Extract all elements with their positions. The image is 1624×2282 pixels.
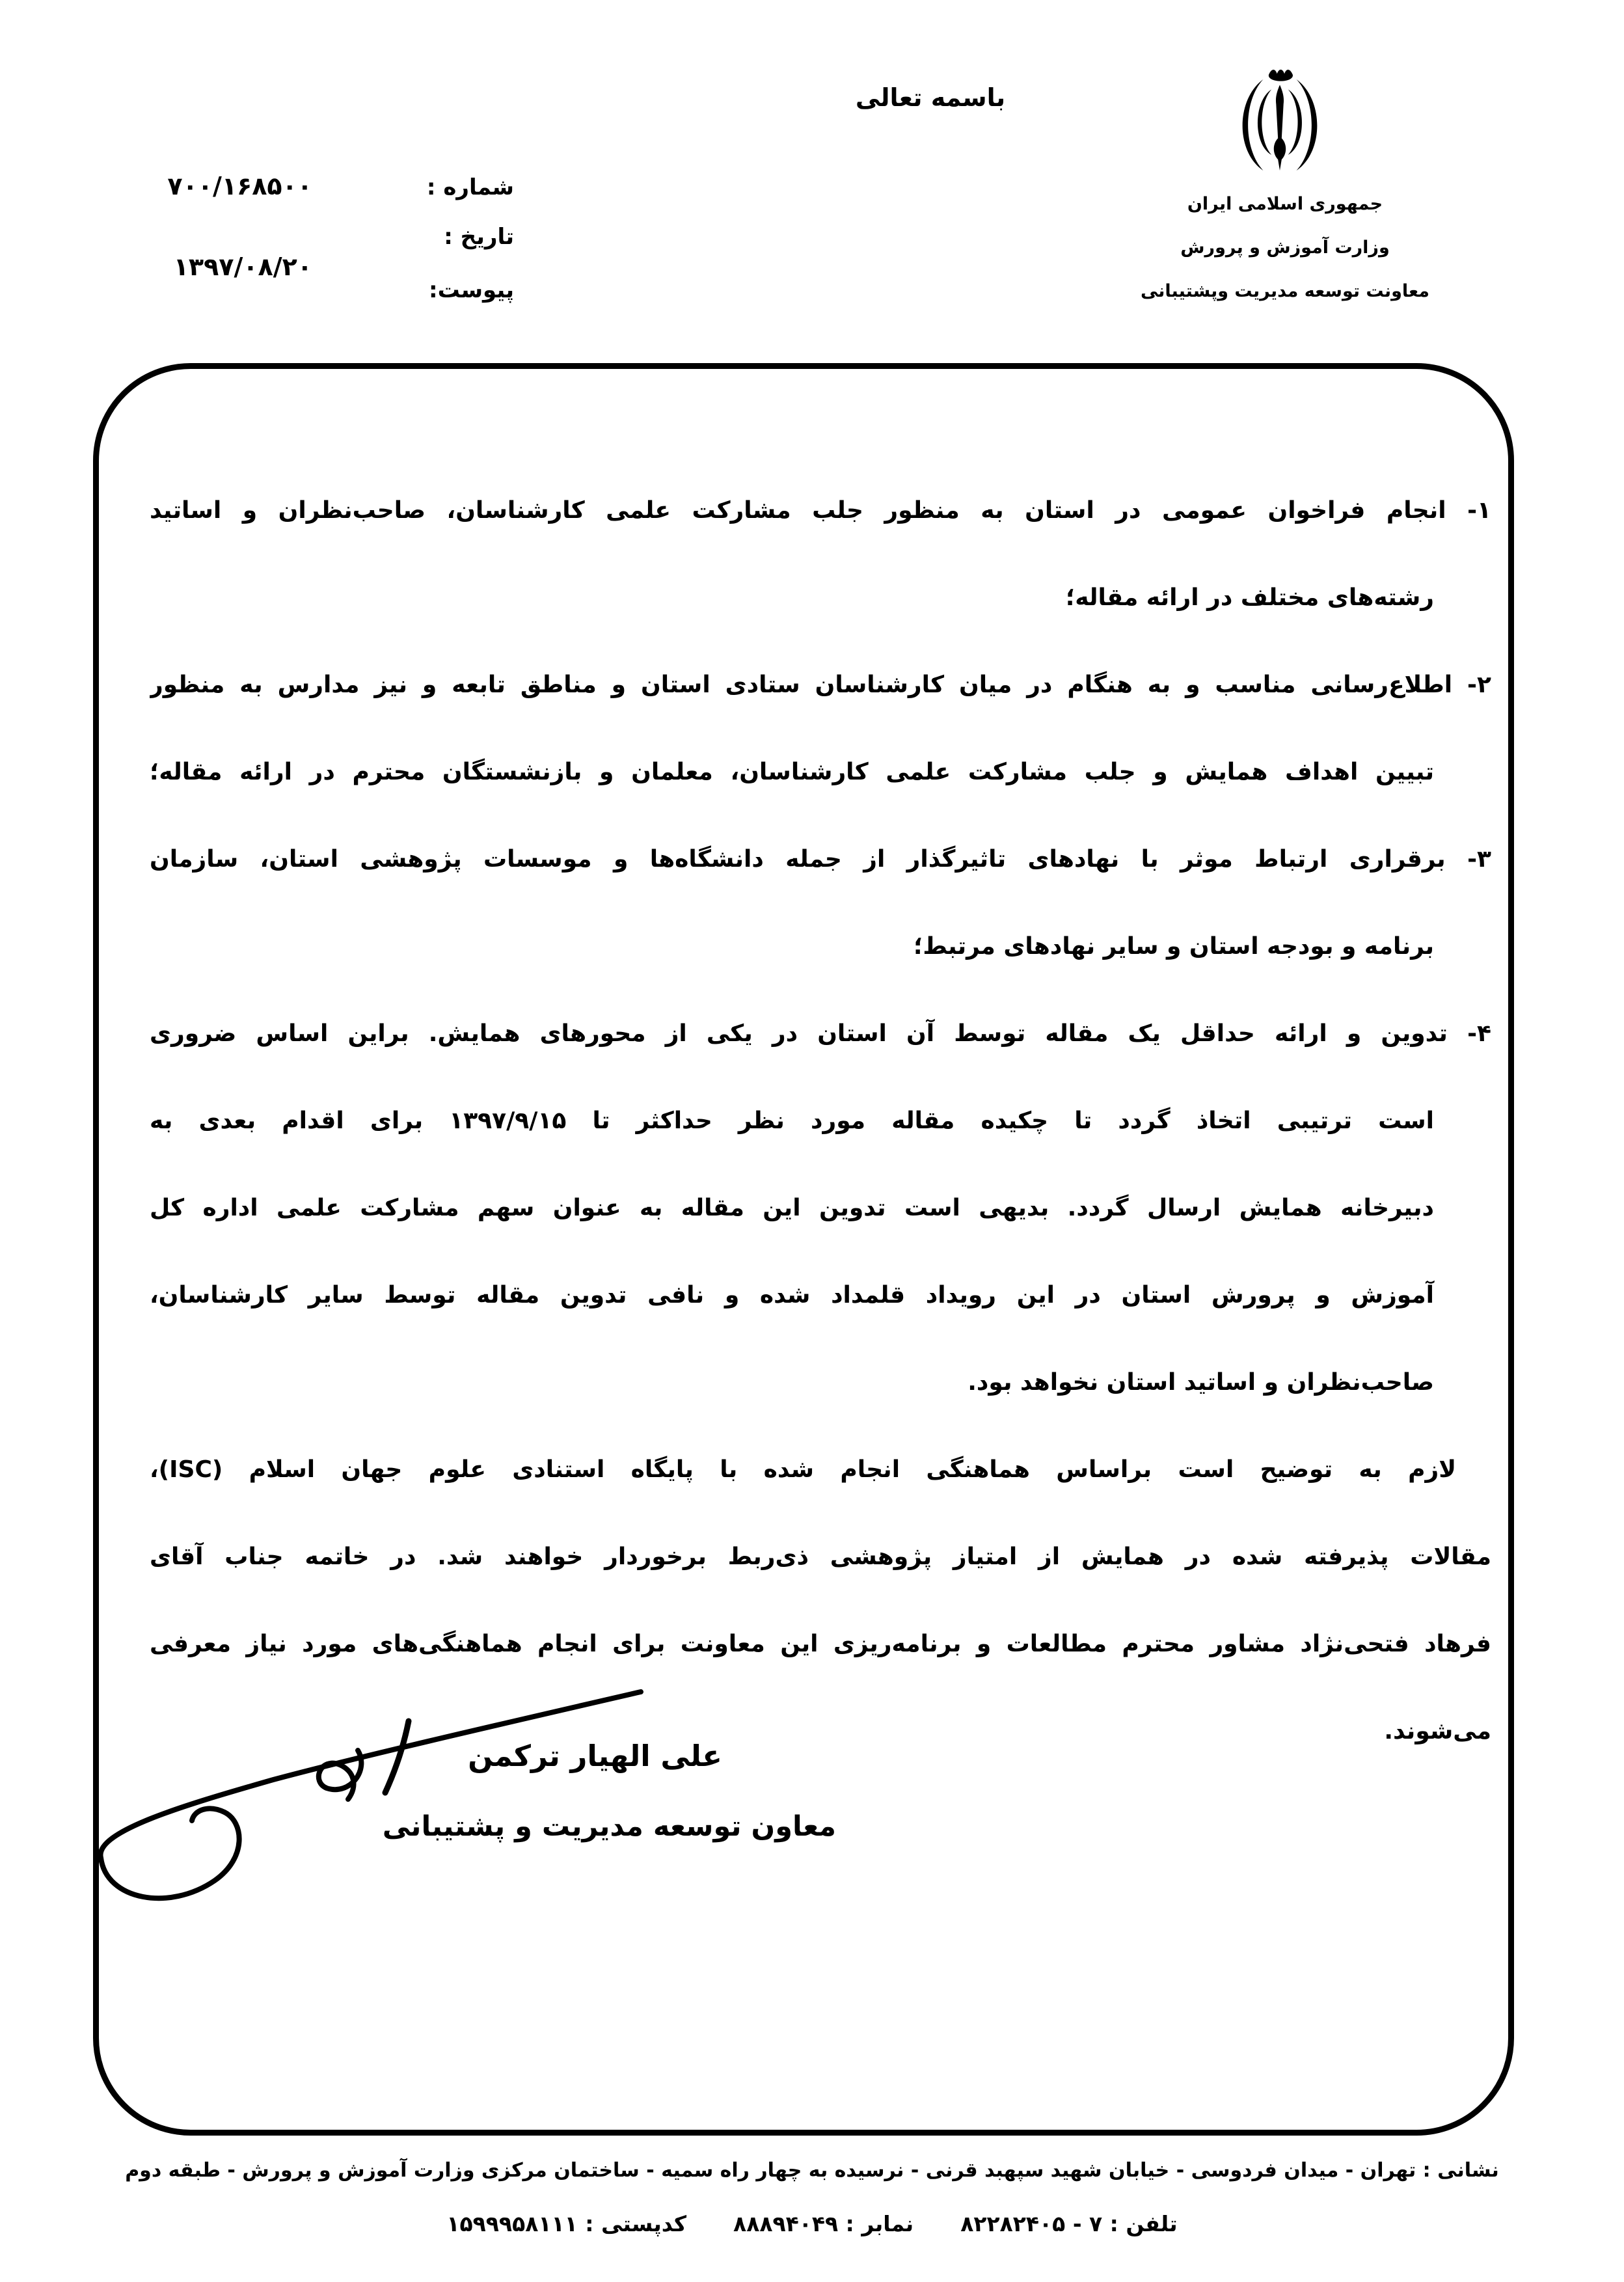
footer-fax: نمابر : ۸۸۸۹۴۰۴۹ xyxy=(733,2211,914,2236)
signer-title: معاون توسعه مدیریت و پشتیبانی xyxy=(382,1810,836,1843)
letter-attachment-label: پیوست: xyxy=(429,277,514,303)
signer-name: علی الهیار ترکمن xyxy=(468,1739,722,1773)
letter-date-label: تاریخ : xyxy=(444,224,514,250)
letter-body xyxy=(150,467,1491,1775)
letterhead-ministry: وزارت آموزش و پرورش xyxy=(1180,238,1390,258)
body-line: مقالات پذیرفته شده در همایش از امتیاز پژوهشی ذی‌ربط برخوردار خواهند شد. در خاتمه جناب آقای xyxy=(150,1543,1491,1570)
body-line: ۲- اطلاع‌رسانی مناسب و به هنگام در میان کارشناسان ستادی استان و مناطق تابعه و نیز مدارس به منظور xyxy=(150,672,1491,698)
letter-number-value: ۷۰۰/۱۶۸۵۰۰ xyxy=(167,172,312,200)
letterhead-country: جمهوری اسلامی ایران xyxy=(1187,194,1383,214)
handwritten-signature-icon xyxy=(85,1672,670,1933)
body-line: صاحب‌نظران و اساتید استان نخواهد بود. xyxy=(968,1369,1434,1396)
letter-date-value: ۱۳۹۷/۰۸/۲۰ xyxy=(173,252,312,281)
footer-phone: تلفن : ۷ - ۸۲۲۸۲۴۰۵ xyxy=(960,2211,1178,2236)
body-line: تبیین اهداف همایش و جلب مشارکت علمی کارشناسان، معلمان و بازنشستگان محترم در ارائه مقاله؛ xyxy=(150,759,1434,785)
footer-contacts xyxy=(195,2211,1429,2236)
body-line: ۴- تدوین و ارائه حداقل یک مقاله توسط آن استان در یکی از محورهای همایش. براین اساس ضروری xyxy=(150,1020,1491,1047)
bismillah-text: باسمه تعالی xyxy=(855,83,1006,112)
footer-address: نشانی : تهران - میدان فردوسی - خیابان شهید سپهبد قرنی - نرسیده به چهار راه سمیه - ساختمان مرکزی وزارت آموزش و پرورش - طبقه دوم xyxy=(125,2159,1499,2182)
body-line: می‌شوند. xyxy=(1384,1718,1491,1745)
body-line: ۱- انجام فراخوان عمومی در استان به منظور جلب مشارکت علمی کارشناسان، صاحب‌نظران و اساتید xyxy=(150,497,1491,524)
footer-postal: کدپستی : ۱۵۹۹۹۵۸۱۱۱ xyxy=(446,2211,687,2236)
body-line: فرهاد فتحی‌نژاد مشاور محترم مطالعات و برنامه‌ریزی این معاونت برای انجام هماهنگی‌های مورد نیاز معرفی xyxy=(150,1631,1491,1657)
body-line: لازم به توضیح است براساس هماهنگی انجام شده با پایگاه استنادی علوم جهان اسلام (ISC)، xyxy=(150,1456,1456,1483)
body-line: دبیرخانه همایش ارسال گردد. بدیهی است تدوین این مقاله به عنوان سهم مشارکت علمی اداره کل xyxy=(150,1195,1434,1221)
body-line: رشته‌های مختلف در ارائه مقاله؛ xyxy=(1065,584,1434,611)
body-line: ۳- برقراری ارتباط موثر با نهادهای تاثیرگذار از جمله دانشگاه‌ها و موسسات پژوهشی استان، سازمان xyxy=(150,846,1491,873)
body-line: است ترتیبی اتخاذ گردد تا چکیده مقاله مورد نظر حداکثر تا ۱۳۹۷/۹/۱۵ برای اقدام بعدی به xyxy=(150,1107,1434,1134)
letterhead xyxy=(1126,182,1444,313)
body-line: برنامه و بودجه استان و سایر نهادهای مرتبط؛ xyxy=(914,933,1434,960)
iran-emblem-icon xyxy=(1232,66,1328,177)
letterhead-deputy: معاونت توسعه مدیریت وپشتیبانی xyxy=(1140,281,1430,301)
body-line: آموزش و پرورش استان در این رویداد قلمداد شده و نافی تدوین مقاله توسط سایر کارشناسان، xyxy=(150,1282,1434,1309)
letter-number-label: شماره : xyxy=(426,174,514,200)
